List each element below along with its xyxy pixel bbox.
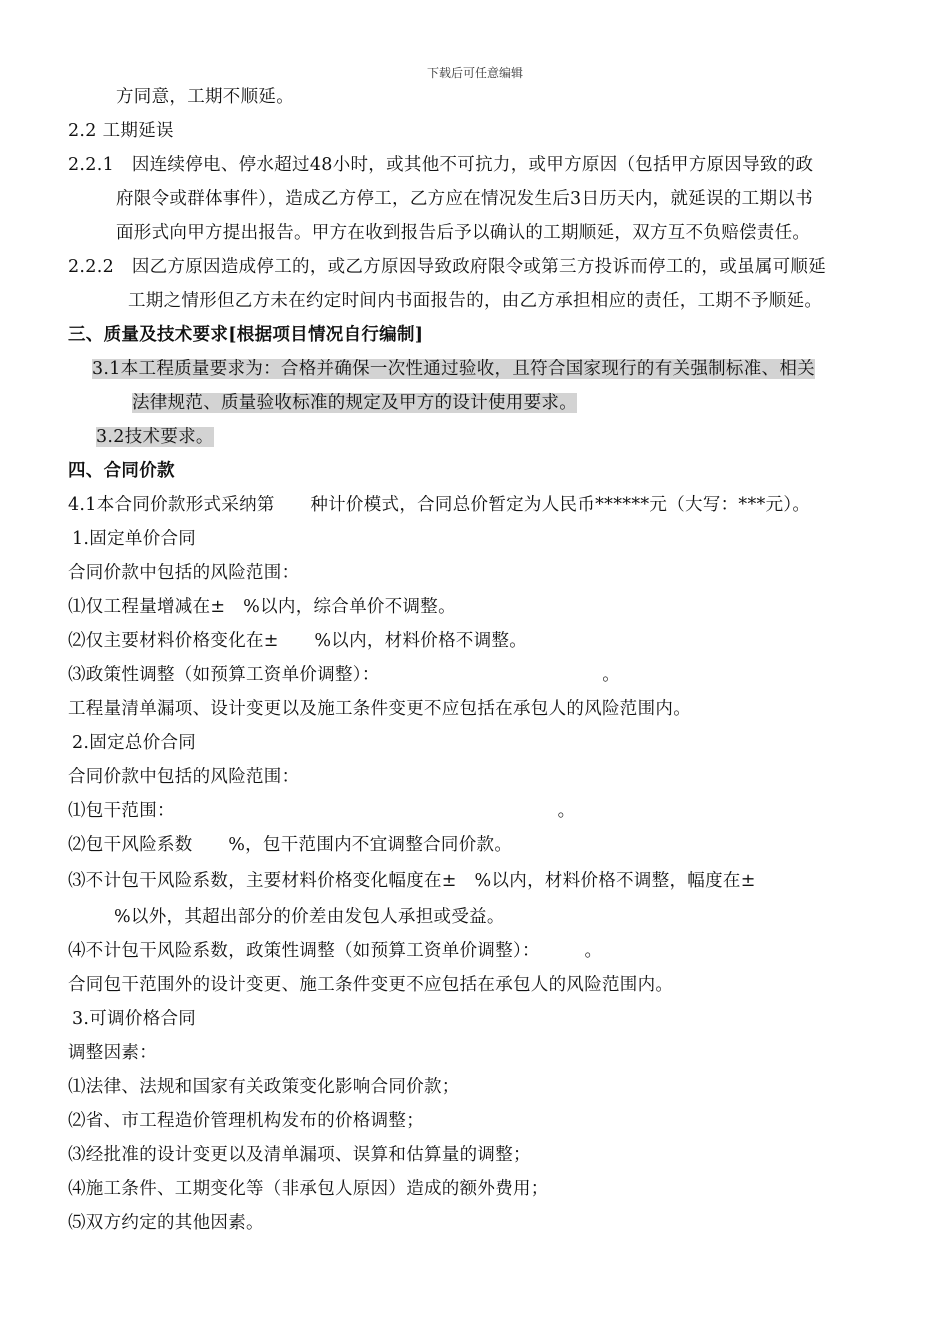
- clause-2-2-1-cont: 府限令或群体事件），造成乙方停工，乙方应在情况发生后3日历天内，就延误的工期以书: [116, 189, 813, 209]
- paragraph-line: 合同价款中包括的风险范围：: [68, 563, 300, 583]
- document-body: [68, 80, 886, 1240]
- list-item: ⑸双方约定的其他因素。: [68, 1213, 264, 1233]
- paragraph-line: 合同包干范围外的设计变更、施工条件变更不应包括在承包人的风险范围内。: [68, 975, 674, 995]
- list-item: ⑷施工条件、工期变化等（非承包人原因）造成的额外费用；: [68, 1179, 549, 1199]
- clause-3-1: 3.1本工程质量要求为：合格并确保一次性通过验收，且符合国家现行的有关强制标准、相关: [92, 359, 815, 379]
- clause-3-1-cont: 法律规范、质量验收标准的规定及甲方的设计使用要求。: [132, 393, 577, 413]
- subheading-fixed-total-price: 2.固定总价合同: [72, 733, 197, 753]
- list-item: ⑵仅主要材料价格变化在± %以内，材料价格不调整。: [68, 631, 528, 651]
- section-heading-3: 三、质量及技术要求[根据项目情况自行编制]: [68, 325, 424, 345]
- subheading-adjustable-price: 3.可调价格合同: [72, 1009, 197, 1029]
- clause-3-2: 3.2技术要求。: [96, 427, 214, 447]
- section-heading-4: 四、合同价款: [68, 461, 175, 481]
- list-item: ⑶不计包干风险系数，主要材料价格变化幅度在± %以内，材料价格不调整，幅度在±: [68, 871, 756, 891]
- clause-4-1: 4.1本合同价款形式采纳第 种计价模式，合同总价暂定为人民币******元（大写：***元）。: [68, 495, 811, 515]
- list-item: ⑴法律、法规和国家有关政策变化影响合同价款；: [68, 1077, 460, 1097]
- clause-2-2-1: 2.2.1 因连续停电、停水超过48小时，或其他不可抗力，或甲方原因（包括甲方原因导致的政: [68, 155, 814, 175]
- list-item: ⑵省、市工程造价管理机构发布的价格调整；: [68, 1111, 424, 1131]
- list-item: ⑴仅工程量增减在± %以内，综合单价不调整。: [68, 597, 456, 617]
- clause-2-2-2-cont: 工期之情形但乙方未在约定时间内书面报告的，由乙方承担相应的责任，工期不予顺延。: [128, 291, 823, 311]
- list-item-cont: %以外，其超出部分的价差由发包人承担或受益。: [114, 907, 505, 927]
- clause-2-2-2: 2.2.2 因乙方原因造成停工的，或乙方原因导致政府限令或第三方投诉而停工的，或虽属可顺延: [68, 257, 827, 277]
- list-item: ⑴包干范围： 。: [68, 801, 576, 821]
- clause-2-2-1-cont: 面形式向甲方提出报告。甲方在收到报告后予以确认的工期顺延，双方互不负赔偿责任。: [116, 223, 811, 243]
- list-item: ⑶经批准的设计变更以及清单漏项、误算和估算量的调整；: [68, 1145, 531, 1165]
- paragraph-line: 方同意，工期不顺延。: [116, 87, 294, 107]
- subheading-fixed-unit-price: 1.固定单价合同: [72, 529, 197, 549]
- header-note: 下载后可任意编辑: [426, 66, 523, 80]
- list-item: ⑶政策性调整（如预算工资单价调整）： 。: [68, 665, 621, 685]
- paragraph-line: 合同价款中包括的风险范围：: [68, 767, 300, 787]
- list-item: ⑵包干风险系数 %，包干范围内不宜调整合同价款。: [68, 835, 513, 855]
- list-item: ⑷不计包干风险系数，政策性调整（如预算工资单价调整）： 。: [68, 941, 603, 961]
- section-heading-2-2: 2.2 工期延误: [68, 121, 174, 141]
- paragraph-line: 调整因素：: [68, 1043, 157, 1063]
- paragraph-line: 工程量清单漏项、设计变更以及施工条件变更不应包括在承包人的风险范围内。: [68, 699, 691, 719]
